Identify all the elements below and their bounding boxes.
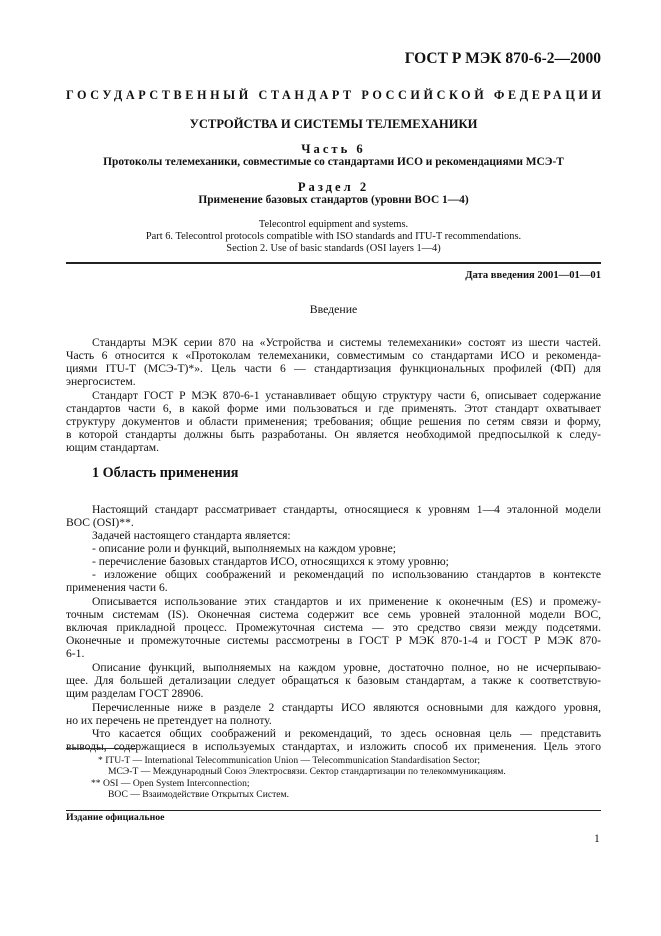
footnote: ** OSI — Open System Interconnection; [91, 778, 250, 789]
part-label: Часть 6 [301, 142, 366, 156]
list-item: - описание роли и функций, выполняемых на каждом уровне; [92, 542, 396, 555]
state-standard-title: ГОСУДАРСТВЕННЫЙ СТАНДАРТ РОССИЙСКОЙ ФЕДЕРАЦИИ [66, 88, 605, 102]
intro-line: Стандарт ГОСТ Р МЭК 870-6-1 устанавливает общую структуру части 6, описывает содержание [92, 389, 601, 402]
section-line: применения части 6. [66, 581, 168, 594]
section-line: Задачей настоящего стандарта является: [92, 529, 291, 542]
part-title: Протоколы телемеханики, совместимые со стандартами ИСО и рекомендациями МСЭ-Т [103, 156, 564, 168]
section-line: Что касается общих соображений и рекомендаций, то здесь основная цель — представить [92, 727, 601, 740]
section-line: Оконечные и промежуточные системы рассмотрены в ГОСТ Р МЭК 870-1-4 и ГОСТ Р МЭК 870- [66, 634, 601, 647]
bottom-rule [66, 810, 601, 811]
footnote: * ITU-T — International Telecommunication Union — Telecommunication Standardisation Sector; [98, 755, 481, 766]
intro-line: структуру документов и области применения; требования; общие решения по сетям связи и форму, [66, 415, 601, 428]
english-title-line: Section 2. Use of basic standards (OSI layers 1—4) [226, 243, 441, 254]
section-line: Перечисленные ниже в разделе 2 стандарты ИСО являются основными для каждого уровня, [92, 701, 601, 714]
intro-line: Часть 6 относится к «Протоколам телемеханики, совместимым со стандартами ИСО и рекоменда- [66, 349, 601, 362]
section-line: выводы, содержащиеся в используемых стандартах, и изложить способ их применения. Цель этого [66, 740, 601, 753]
footnote: ВОС — Взаимодействие Открытых Систем. [108, 789, 290, 800]
intro-line: Стандарты МЭК серии 870 на «Устройства и системы телемеханики» состоят из шести частей. [92, 336, 601, 349]
intro-line: ющим стандартам. [66, 441, 160, 454]
intro-line: циями ITU-T (МСЭ-Т)*». Цель части 6 — стандартизация функциональных профилей (ФП) для [66, 362, 601, 375]
footnote: МСЭ-Т — Международный Союз Электросвязи. Сектор стандартизации по телекоммуникациям. [108, 766, 506, 777]
section-line: Описание функций, выполняемых на каждом уровне, достаточно полное, но не исчерпываю- [92, 661, 601, 674]
document-code: ГОСТ Р МЭК 870-6-2—2000 [404, 50, 601, 67]
introduction-date: Дата введения 2001—01—01 [465, 270, 601, 281]
section-line: Описывается использование этих стандартов и их применение к оконечным (ES) и промежу- [92, 595, 601, 608]
section-line: щее. Для большей детализации следует обращаться к базовым стандартам, а также к соответствую- [66, 674, 601, 687]
section-label: Раздел 2 [297, 180, 370, 194]
footnote-separator [66, 748, 136, 749]
introduction-title: Введение [309, 302, 358, 316]
section-line: точным системам (IS). Оконечная система содержит все семь уровней эталонной модели ВОС, [66, 608, 601, 621]
section-line: но их перечень не претендует на полноту. [66, 714, 272, 727]
section-title: Применение базовых стандартов (уровни ВОС 1—4) [198, 194, 469, 206]
english-title-line: Part 6. Telecontrol protocols compatible with ISO standards and ITU-T recommendations. [145, 231, 522, 242]
page-number: 1 [594, 832, 600, 845]
list-item: - перечисление базовых стандартов ИСО, относящихся к этому уровню; [92, 555, 449, 568]
section-line: включая прикладной процесс. Промежуточная система — это средство связи между подсетями. [66, 621, 601, 634]
english-title-line: Telecontrol equipment and systems. [258, 219, 409, 230]
section-line: щим разделам ГОСТ 28906. [66, 687, 204, 700]
main-title: УСТРОЙСТВА И СИСТЕМЫ ТЕЛЕМЕХАНИКИ [189, 117, 478, 131]
intro-line: энергосистем. [66, 375, 136, 388]
official-edition-label: Издание официальное [66, 812, 165, 823]
list-item: - изложение общих соображений и рекомендаций по использованию стандартов в контексте [92, 568, 601, 581]
section-line: Настоящий стандарт рассматривает стандарты, относящиеся к уровням 1—4 эталонной модели [92, 503, 601, 516]
intro-line: в которой стандарты должны быть разработаны. Он является необходимой предпосылкой к следу- [66, 428, 601, 441]
top-rule [66, 262, 601, 264]
section-line: ВОС (OSI)**. [66, 516, 134, 529]
section-heading: 1 Область применения [92, 465, 239, 481]
intro-line: стандартов части 6, в какой форме ими пользоваться и где применять. Этот стандарт охватывает [66, 402, 601, 415]
section-line: 6-1. [66, 647, 85, 660]
